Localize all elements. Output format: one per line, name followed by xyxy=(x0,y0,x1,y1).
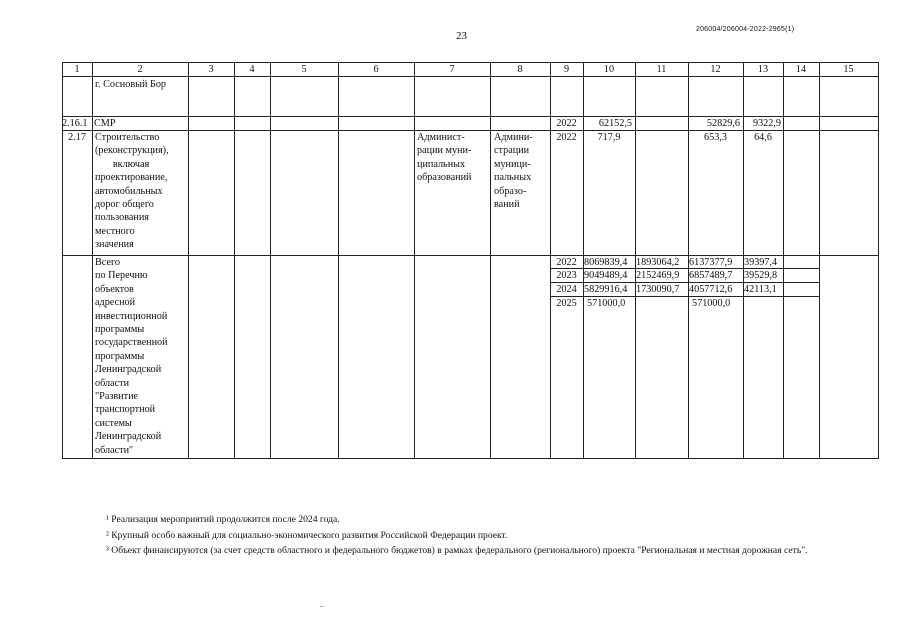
document-id: 206004/206004-2022-2965(1) xyxy=(696,26,795,33)
rule xyxy=(62,458,879,459)
footnote-2: ² Крупный особо важный для социально-экономического развития Российской Федерации проект. xyxy=(106,529,508,541)
row-2-17-number: 2.17 xyxy=(68,132,86,143)
col-num-12: 12 xyxy=(710,64,721,75)
total-2024-c10: 5829916,4 xyxy=(584,284,628,295)
total-2023-year: 2023 xyxy=(556,270,577,281)
col-num-1: 1 xyxy=(74,64,80,75)
row-2-16-1-c10: 62152,5 xyxy=(598,118,632,129)
total-2023-c12: 6857489,7 xyxy=(689,270,733,281)
rule xyxy=(819,62,820,459)
footnote-3: ³ Объект финансируются (за счет средств областного и федерального бюджетов) в рамках федерального (регионального) проекта "Региональная и местная дорожная сеть". xyxy=(106,545,808,556)
total-2022-c12: 6137377,9 xyxy=(689,257,733,268)
col-num-7: 7 xyxy=(449,64,455,75)
col-num-13: 13 xyxy=(757,64,769,75)
total-2022-year: 2022 xyxy=(556,257,577,268)
rule xyxy=(783,62,784,459)
total-2022-c10: 8069839,4 xyxy=(584,257,628,268)
rule xyxy=(92,62,93,459)
row-2-17-c10: 717,9 xyxy=(597,132,621,143)
row-2-17-year: 2022 xyxy=(556,132,577,143)
col-num-5: 5 xyxy=(301,64,307,75)
total-2024-c12: 4057712,6 xyxy=(689,284,733,295)
col-num-8: 8 xyxy=(517,64,523,75)
footnotes xyxy=(62,512,872,559)
row-2-17-executor: Админист- рации муни- ципальных образований xyxy=(417,132,472,184)
col-num-14: 14 xyxy=(795,64,807,75)
row-2-17-c12: 653,3 xyxy=(704,132,727,143)
rule xyxy=(234,62,235,459)
col-num-9: 9 xyxy=(563,64,570,75)
row-2-17-name: Строительство (реконструкция), включая проектирование, автомобильных дорог общего пользования местного значения xyxy=(95,132,169,251)
col-num-4: 4 xyxy=(249,64,255,75)
total-2023-c10: 9049489,4 xyxy=(584,270,628,281)
rule xyxy=(188,62,189,459)
total-2022-c13: 39397,4 xyxy=(744,257,778,268)
total-2025-c12: 571000,0 xyxy=(692,298,731,309)
footnote-1: ¹ Реализация мероприятий продолжится после 2024 года. xyxy=(106,514,340,525)
col-num-2: 2 xyxy=(137,64,143,75)
total-2022-c11: 1893064,2 xyxy=(636,257,680,268)
row-sosnovy-bor-name: г. Сосновый Бор xyxy=(95,79,167,90)
total-2024-year: 2024 xyxy=(556,284,577,295)
row-2-16-1-c13: 9322,9 xyxy=(752,118,781,129)
row-2-17-c13: 64,6 xyxy=(754,132,772,143)
row-2-16-1-year: 2022 xyxy=(556,118,577,129)
rule xyxy=(878,62,879,459)
total-2024-c11: 1730090,7 xyxy=(636,284,680,295)
row-2-16-1-number: 2.16.1 xyxy=(62,118,88,129)
total-2023-c11: 2152469,9 xyxy=(636,270,680,281)
col-num-3: 3 xyxy=(208,64,214,75)
scan-speck xyxy=(320,606,323,607)
row-2-16-1-c12: 52829,6 xyxy=(706,118,740,129)
total-2024-c13: 42113,1 xyxy=(744,284,777,295)
page-number: 23 xyxy=(456,30,467,42)
rule xyxy=(490,62,491,459)
rule xyxy=(338,62,339,459)
row-2-17-customer: Админи- страции муници- пальных образо- ваний xyxy=(494,132,533,211)
col-num-11: 11 xyxy=(656,64,667,75)
rule xyxy=(270,62,271,459)
row-2-16-1-name: СМР xyxy=(94,118,116,129)
col-num-6: 6 xyxy=(373,64,379,75)
total-2025-c10: 571000,0 xyxy=(587,298,626,309)
col-num-10: 10 xyxy=(603,64,615,75)
total-2025-year: 2025 xyxy=(556,298,577,309)
rule xyxy=(414,62,415,459)
total-2023-c13: 39529,8 xyxy=(744,270,778,281)
col-num-15: 15 xyxy=(843,64,854,75)
total-name: Всего по Перечню объектов адресной инвестиционной программы государственной программы Ленинградской области "Развитие транспортной системы Ленинградской области" xyxy=(95,257,168,456)
